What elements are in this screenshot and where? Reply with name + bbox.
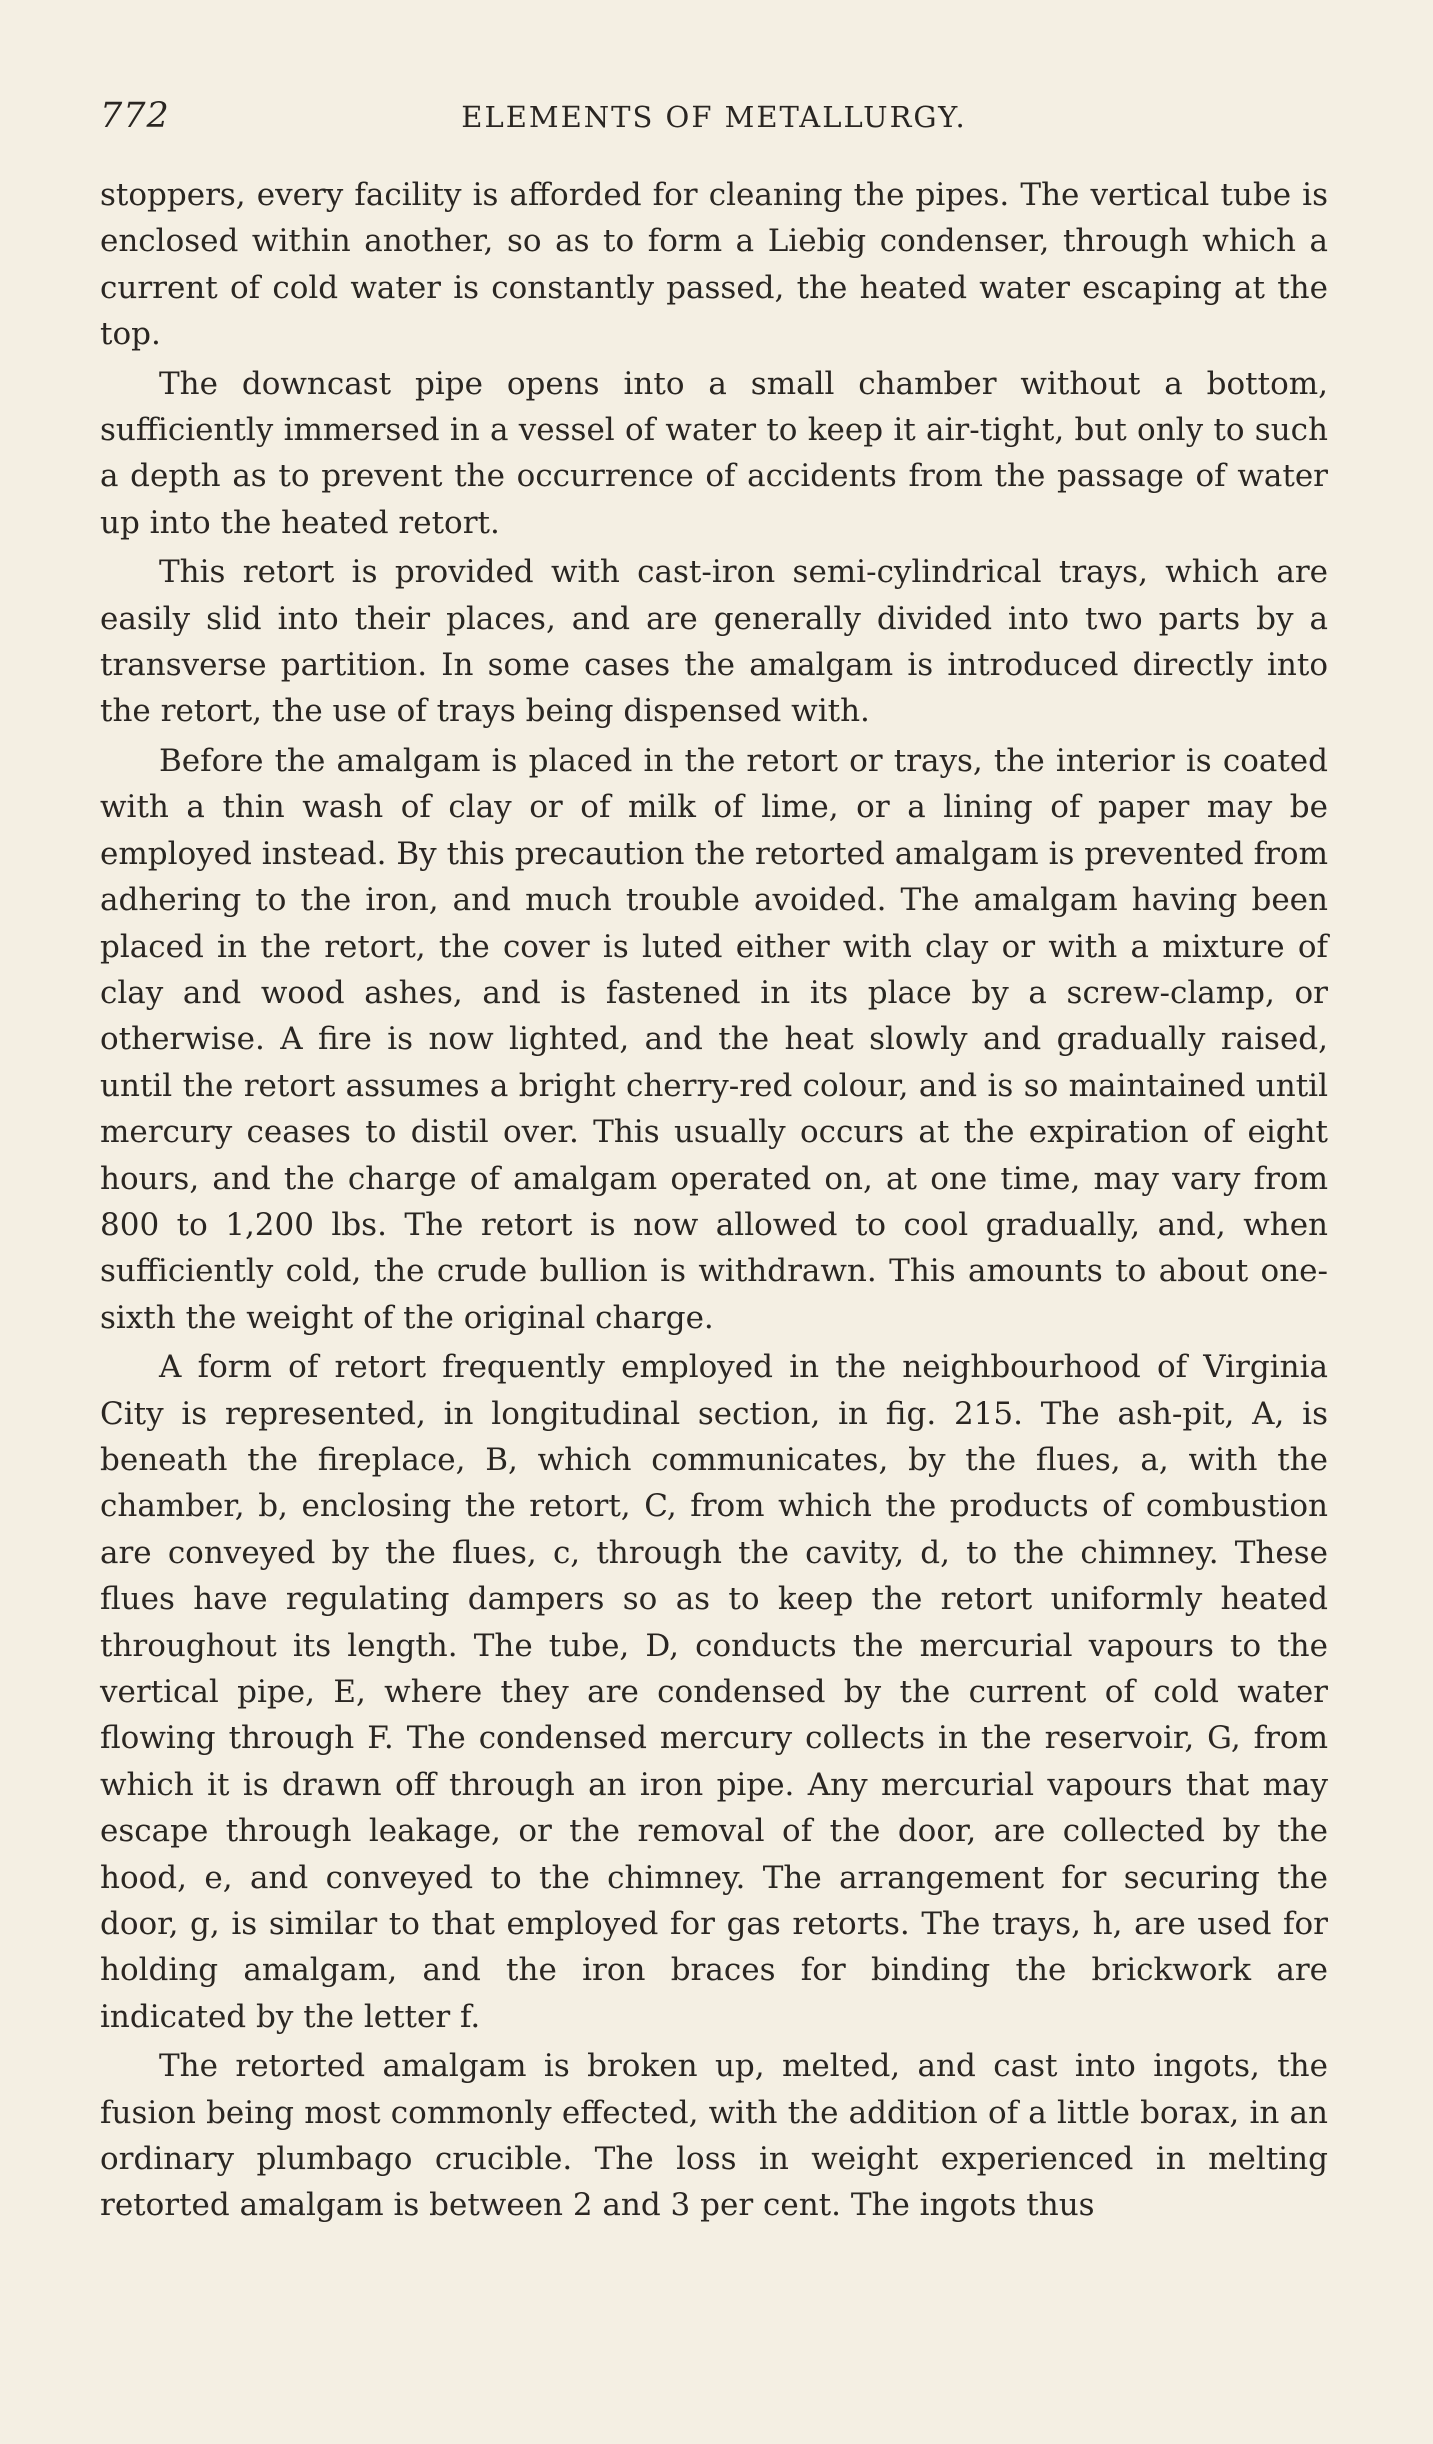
paragraph-condenser: stoppers, every facility is afforded for cleaning the pipes. The vertical tube is enclosed within another, so as to form a Liebig condenser, through which a current of cold water is constantly passed, the heated water escaping at the top. — [100, 177, 1328, 353]
paragraph-virginia-city-retort: A form of retort frequently employed in the neighbourhood of Virginia City is represented, in longitudinal section, in fig. 215. The ash-pit, A, is beneath the fireplace, B, which communicates, by the flues, a, with the chamber, b, enclosing the retort, C, from which the products of combustion are conveyed by the flues, c, through the cavity, d, to the chimney. These flues have regulating dampers so as to keep the retort uniformly heated throughout its length. The tube, D, conducts the mercurial vapours to the vertical pipe, E, where they are condensed by the current of cold water flowing through F. The condensed mercury collects in the reservoir, G, from which it is drawn off through an iron pipe. Any mercurial vapours that may escape through leakage, or the removal of the door, are collected by the hood, e, and conveyed to the chimney. The arrangement for securing the door, g, is similar to that employed for gas retorts. The trays, h, are used for holding amalgam, and the iron braces for binding the brickwork are indicated by the letter f. — [100, 1349, 1328, 2035]
page-header — [100, 96, 1328, 146]
page-number: 772 — [100, 96, 170, 136]
paragraph-trays: This retort is provided with cast-iron semi-cylindrical trays, which are easily slid into their places, and are generally divided into two parts by a transverse partition. In some cases the amalgam is introduced directly into the retort, the use of trays being dispensed with. — [100, 554, 1328, 730]
running-title: ELEMENTS OF METALLURGY. — [461, 100, 967, 134]
paragraph-downcast-pipe: The downcast pipe opens into a small chamber without a bottom, sufficiently immersed in a vessel of water to keep it air-tight, but only to such a depth as to prevent the occurrence of accidents from the passage of water up into the heated retort. — [100, 365, 1328, 541]
paragraph-retorting-process: Before the amalgam is placed in the retort or trays, the interior is coated with a thin wash of clay or of milk of lime, or a lining of paper may be employed instead. By this precaution the retorted amalgam is prevented from adhering to the iron, and much trouble avoided. The amalgam having been placed in the retort, the cover is luted either with clay or with a mixture of clay and wood ashes, and is fastened in its place by a screw-clamp, or otherwise. A fire is now lighted, and the heat slowly and gradually raised, until the retort assumes a bright cherry-red colour, and is so maintained until mercury ceases to distil over. This usually occurs at the expiration of eight hours, and the charge of amalgam operated on, at one time, may vary from 800 to 1,200 lbs. The retort is now allowed to cool gradually, and, when sufficiently cold, the crude bullion is withdrawn. This amounts to about one-sixth the weight of the original charge. — [100, 742, 1328, 1336]
body-text — [100, 172, 1328, 2229]
paragraph-ingots: The retorted amalgam is broken up, melted, and cast into ingots, the fusion being most commonly effected, with the addition of a little borax, in an ordinary plumbago crucible. The loss in weight experienced in melting retorted amalgam is between 2 and 3 per cent. The ingots thus — [100, 2048, 1328, 2224]
